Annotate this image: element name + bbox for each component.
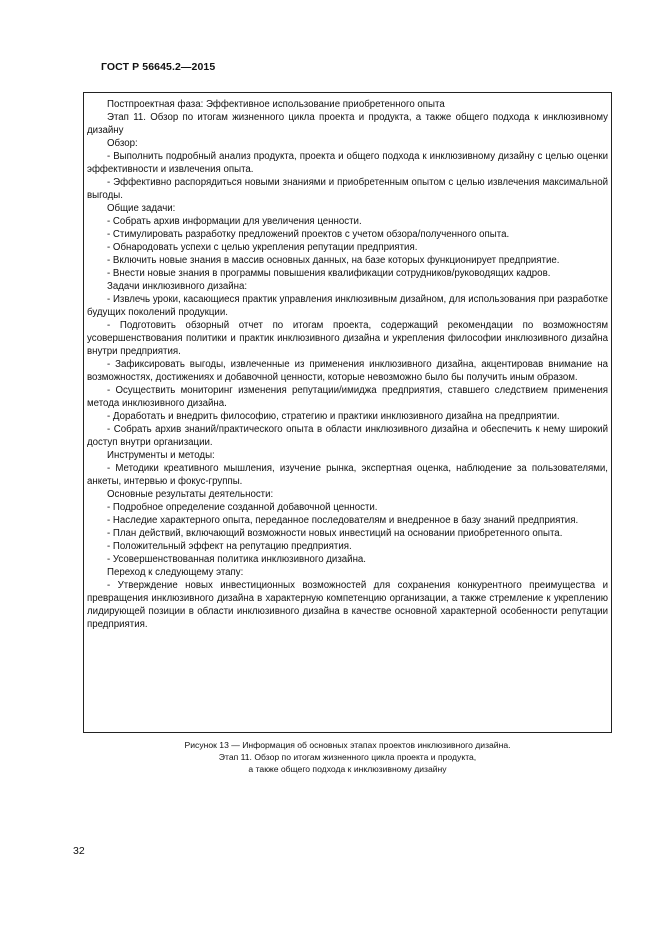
section-heading-results: Основные результаты деятельности: [107, 489, 274, 500]
list-item: - Извлечь уроки, касающиеся практик управления инклюзивным дизайном, для использования при разработке будущих поколений продукции. [87, 294, 608, 318]
list-item: - Подробное определение созданной добавочной ценности. [107, 502, 378, 513]
list-item: - Осуществить мониторинг изменения репутации/имиджа предприятия, ставшего следствием применения метода инклюзивного дизайна. [87, 385, 608, 409]
figure-caption [83, 740, 612, 775]
caption-line: а также общего подхода к инклюзивному дизайну [248, 763, 447, 774]
list-item: - Методики креативного мышления, изучение рынка, экспертная оценка, наблюдение за пользователями, анкеты, интервью и фокус-группы. [87, 463, 608, 487]
section-heading-general-tasks: Общие задачи: [107, 203, 176, 214]
page-number: 32 [73, 845, 85, 857]
figure-content [87, 98, 608, 631]
list-item: - Собрать архив информации для увеличения ценности. [107, 216, 362, 227]
caption-line: Этап 11. Обзор по итогам жизненного цикла проекта и продукта, [218, 751, 477, 762]
list-item: - Зафиксировать выгоды, извлеченные из применения инклюзивного дизайна, акцентировав внимание на возможностях, достижениях и добавочной ценности, которые невозможно было бы получить иным образом. [87, 359, 608, 383]
phase-heading: Постпроектная фаза: Эффективное использование приобретенного опыта [107, 99, 445, 110]
list-item: - Выполнить подробный анализ продукта, проекта и общего подхода к инклюзивному дизайну с целью оценки эффективности и извлечения опыта. [87, 151, 608, 175]
stage-title: Этап 11. Обзор по итогам жизненного цикла проекта и продукта, а также общего подхода к инклюзивному дизайну [87, 112, 608, 136]
list-item: - Включить новые знания в массив основных данных, на базе которых функционирует предприятие. [107, 255, 560, 266]
section-heading-design-tasks: Задачи инклюзивного дизайна: [107, 281, 248, 292]
list-item: - Усовершенствованная политика инклюзивного дизайна. [107, 554, 367, 565]
list-item: - Обнародовать успехи с целью укрепления репутации предприятия. [107, 242, 418, 253]
list-item: - Стимулировать разработку предложений проектов с учетом обзора/полученного опыта. [107, 229, 510, 240]
list-item: - Утверждение новых инвестиционных возможностей для сохранения конкурентного преимущества и превращения инклюзивного дизайна в характерную компетенцию организации, а также стремление к укреплению лидирующей позиции в области инклюзивного дизайна в качестве основной характерной особенности репутации предприятия. [87, 580, 608, 630]
list-item: - Подготовить обзорный отчет по итогам проекта, содержащий рекомендации по возможностям усовершенствования политики и практик инклюзивного дизайна и укрепления философии инклюзивного дизайна внутри предприятия. [87, 320, 608, 357]
list-item: - План действий, включающий возможности новых инвестиций на основании приобретенного опыта. [107, 528, 563, 539]
section-heading-transition: Переход к следующему этапу: [107, 567, 244, 578]
list-item: - Эффективно распорядиться новыми знаниями и приобретенным опытом с целью извлечения максимальной выгоды. [87, 177, 608, 201]
section-heading-review: Обзор: [107, 138, 138, 149]
list-item: - Собрать архив знаний/практического опыта в области инклюзивного дизайна и обеспечить к нему широкий доступ внутри организации. [87, 424, 608, 448]
list-item: - Внести новые знания в программы повышения квалификации сотрудников/руководящих кадров. [107, 268, 551, 279]
list-item: - Положительный эффект на репутацию предприятия. [107, 541, 352, 552]
caption-line: Рисунок 13 — Информация об основных этапах проектов инклюзивного дизайна. [184, 740, 511, 750]
list-item: - Доработать и внедрить философию, стратегию и практики инклюзивного дизайна на предприятии. [107, 411, 560, 422]
list-item: - Наследие характерного опыта, переданное последователям и внедренное в базу знаний предприятия. [107, 515, 579, 526]
document-header: ГОСТ Р 56645.2—2015 [101, 61, 216, 73]
section-heading-tools: Инструменты и методы: [107, 450, 215, 461]
